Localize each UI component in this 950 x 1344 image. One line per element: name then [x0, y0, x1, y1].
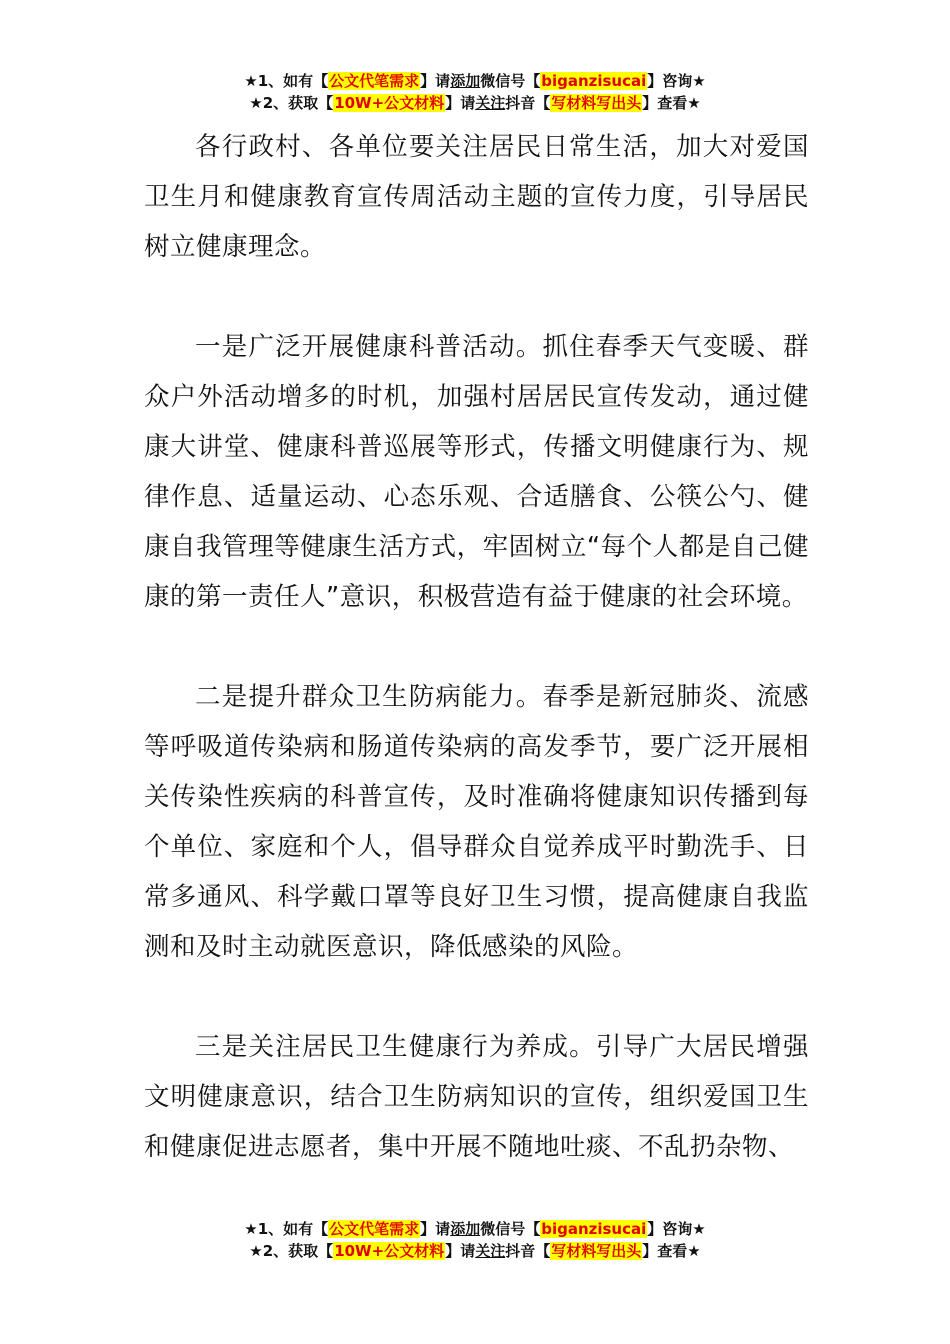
header-line-2: ★2、获取【10W+公文材料】请关注抖音【写材料写出头】查看★ — [249, 94, 701, 112]
paragraph-spacer — [144, 272, 809, 322]
paragraph-health-science: 一是广泛开展健康科普活动。抓住春季天气变暖、群众户外活动增多的时机，加强村居居民宣传发动，通过健康大讲堂、健康科普巡展等形式，传播文明健康行为、规律作息、适量运动、心态乐观、合适膳食、公筷公勺、健康自我管理等健康生活方式，牢固树立“每个人都是自己健康的第一责任人”意识，积极营造有益于健康的社会环境。 — [144, 332, 809, 612]
header-line-1: ★1、如有【公文代笔需求】请添加微信号【biganzisucai】咨询★ — [244, 1220, 706, 1238]
highlight-materials: 10W+公文材料 — [334, 94, 445, 112]
highlight-wechat-id: biganzisucai — [541, 1220, 647, 1238]
paragraph-intro: 各行政村、各单位要关注居民日常生活，加大对爱国卫生月和健康教育宣传周活动主题的宣传力度，引导居民树立健康理念。 — [144, 132, 809, 262]
header-banner-top — [0, 70, 950, 114]
highlight-douyin-account: 写材料写出头 — [551, 1242, 642, 1260]
paragraph-disease-prevention: 二是提升群众卫生防病能力。春季是新冠肺炎、流感等呼吸道传染病和肠道传染病的高发季节，要广泛开展相关传染性疾病的科普宣传，及时准确将健康知识传播到每个单位、家庭和个人，倡导群众自觉养成平时勤洗手、日常多通风、科学戴口罩等良好卫生习惯，提高健康自我监测和及时主动就医意识，降低感染的风险。 — [144, 682, 809, 962]
header-line-1: ★1、如有【公文代笔需求】请添加微信号【biganzisucai】咨询★ — [244, 72, 706, 90]
header-line-2: ★2、获取【10W+公文材料】请关注抖音【写材料写出头】查看★ — [249, 1242, 701, 1260]
highlight-service: 公文代笔需求 — [329, 72, 420, 90]
header-banner-bottom — [0, 1218, 950, 1262]
document-body — [144, 122, 809, 1172]
paragraph-health-behavior: 三是关注居民卫生健康行为养成。引导广大居民增强文明健康意识，结合卫生防病知识的宣传，组织爱国卫生和健康促进志愿者，集中开展不随地吐痰、不乱扔杂物、 — [144, 1032, 809, 1162]
highlight-materials: 10W+公文材料 — [334, 1242, 445, 1260]
paragraph-spacer — [144, 622, 809, 672]
highlight-wechat-id: biganzisucai — [541, 72, 647, 90]
highlight-service: 公文代笔需求 — [329, 1220, 420, 1238]
highlight-douyin-account: 写材料写出头 — [551, 94, 642, 112]
paragraph-spacer — [144, 972, 809, 1022]
